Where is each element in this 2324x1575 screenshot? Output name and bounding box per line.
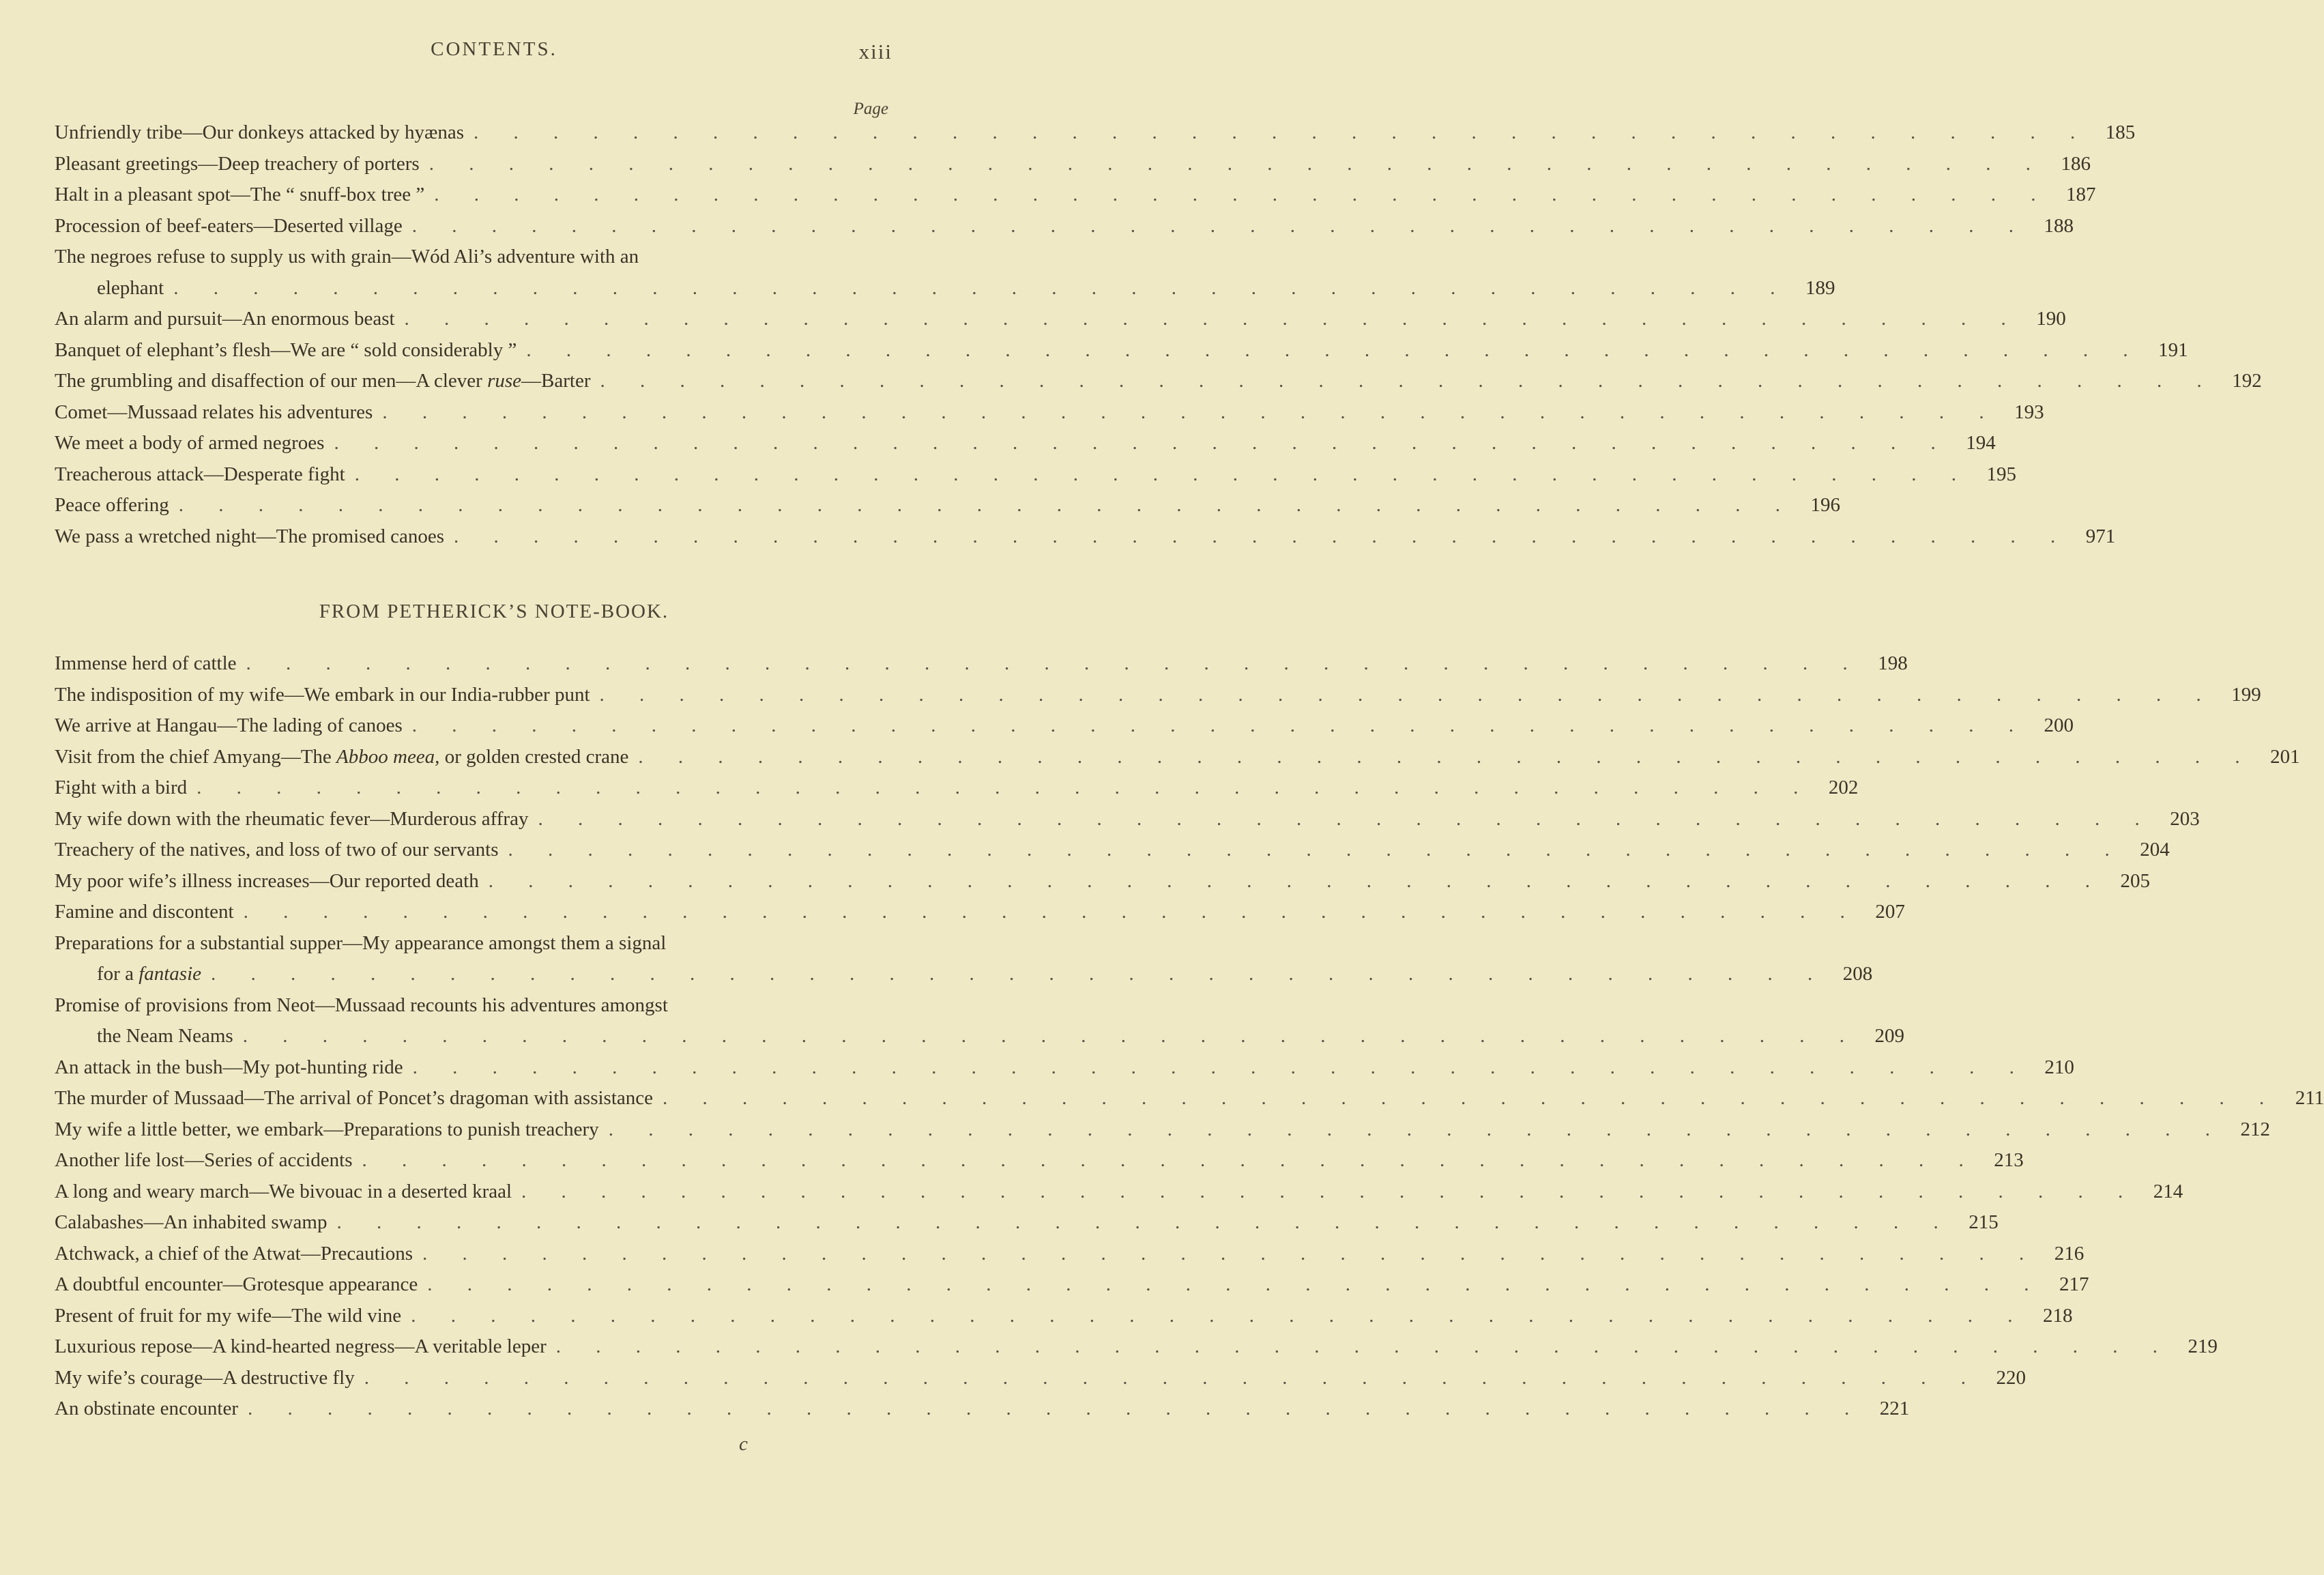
toc-page-number: 220 [1996, 1366, 2026, 1389]
dot-leader: . . . . . . . . . . . . . . . . . . . . . . . . . . . . . . . . . . . . . . . . . [521, 1180, 2138, 1202]
toc-entry-continuation [55, 959, 1873, 990]
toc-entry [55, 179, 2096, 211]
toc-entry-text: Promise of provisions from Neot—Mussaad recounts his adventures amongst [55, 994, 668, 1016]
toc-page-number: 203 [2170, 807, 2200, 830]
dot-leader: . . . . . . . . . . . . . . . . . . . . . . . . . . . . . . . . . . . . . . . . . [364, 1366, 1981, 1389]
toc-entry [55, 149, 2091, 180]
dot-leader: . . . . . . . . . . . . . . . . . . . . . . . . . . . . . . . . . . . . . . . . . [173, 276, 1790, 299]
dot-leader: . . . . . . . . . . . . . . . . . . . . . . . . . . . . . . . . . . . . . . . . . [599, 683, 2216, 706]
toc-entry [55, 804, 2200, 835]
toc-entry-line [55, 1239, 2085, 1270]
toc-page-number: 192 [2232, 370, 2262, 392]
toc-entry [55, 397, 2044, 429]
dot-leader: . . . . . . . . . . . . . . . . . . . . . . . . . . . . . . . . . . . . . . . . . [411, 214, 2029, 237]
toc-entry-text: Peace offering [55, 494, 169, 516]
toc-entry [55, 1301, 2073, 1332]
toc-entry [55, 928, 1873, 990]
toc-entry [55, 459, 2016, 491]
toc-entry [55, 428, 1996, 459]
section-title: FROM PETHERICK’S NOTE-BOOK. [319, 601, 669, 622]
toc-page-number: 186 [2061, 152, 2091, 175]
dot-leader: . . . . . . . . . . . . . . . . . . . . . . . . . . . . . . . . . . . . . . . . . [555, 1335, 2173, 1357]
toc-entry-line [55, 835, 2170, 866]
toc-entry-line [55, 928, 890, 959]
contents-list-after [55, 648, 2324, 1425]
toc-entry-text: Atchwack, a chief of the Atwat—Precautions [55, 1242, 413, 1265]
toc-page-number: 196 [1810, 494, 1840, 516]
toc-entry-line [55, 428, 1996, 459]
dot-leader: . . . . . . . . . . . . . . . . . . . . . . . . . . . . . . . . . . . . . . . . . [243, 901, 1860, 923]
toc-entry-text: A doubtful encounter—Grotesque appearance [55, 1273, 418, 1295]
toc-entry-text: We pass a wretched night—The promised canoes [55, 525, 445, 547]
dot-leader: . . . . . . . . . . . . . . . . . . . . . . . . . . . . . . . . . . . . . . . . . [362, 1149, 1979, 1171]
toc-entry-line [55, 680, 2261, 711]
toc-entry-text: Treachery of the natives, and loss of two of our servants [55, 839, 499, 861]
toc-entry-text: Another life lost—Series of accidents [55, 1149, 353, 1171]
toc-entry-line [55, 1363, 2026, 1394]
toc-entry-text: The murder of Mussaad—The arrival of Poncet’s dragoman with assistance [55, 1087, 653, 1109]
toc-entry-text: Procession of beef-eaters—Deserted village [55, 214, 403, 237]
toc-page-number: 217 [2059, 1273, 2089, 1295]
toc-page-number: 193 [2014, 401, 2044, 423]
toc-page-number: 195 [1986, 463, 2016, 485]
toc-entry-line [55, 1145, 2024, 1176]
toc-entry-text: My wife a little better, we embark—Preparations to punish treachery [55, 1118, 599, 1140]
dot-leader: . . . . . . . . . . . . . . . . . . . . . . . . . . . . . . . . . . . . . . . . . [242, 1025, 1859, 1047]
dot-leader: . . . . . . . . . . . . . . . . . . . . . . . . . . . . . . . . . . . . . . . . . [608, 1118, 2225, 1140]
dot-leader: . . . . . . . . . . . . . . . . . . . . . . . . . . . . . . . . . . . . . . . . . [336, 1211, 1953, 1233]
toc-entry-text: My wife’s courage—A destructive fly [55, 1366, 355, 1389]
toc-entry [55, 1176, 2183, 1208]
toc-page-number: 212 [2240, 1118, 2270, 1140]
toc-entry-text: The negroes refuse to supply us with grain—Wód Ali’s adventure with an [55, 246, 639, 268]
toc-entry-text: Luxurious repose—A kind-hearted negress—A veritable leper [55, 1335, 547, 1357]
toc-page-number: 198 [1878, 652, 1908, 674]
dot-leader: . . . . . . . . . . . . . . . . . . . . . . . . . . . . . . . . . . . . . . . . . [334, 432, 1951, 454]
toc-page-number: 199 [2231, 683, 2261, 706]
toc-entry-text: Visit from the chief Amyang—The Abboo meea, or golden crested crane [55, 745, 629, 768]
toc-entry-text: for a fantasie [97, 963, 202, 985]
toc-entry [55, 897, 1905, 928]
toc-page-number: 194 [1966, 432, 1996, 454]
toc-entry [55, 1114, 2270, 1146]
toc-page-number: 210 [2044, 1056, 2074, 1078]
toc-page-number: 205 [2120, 869, 2150, 892]
toc-page-number: 204 [2140, 839, 2170, 861]
toc-entry-line [55, 1176, 2183, 1208]
toc-page-number: 209 [1874, 1025, 1904, 1047]
toc-entry [55, 1363, 2026, 1394]
toc-entry-line [55, 1269, 2089, 1301]
toc-entry [55, 366, 2262, 397]
toc-entry [55, 835, 2170, 866]
dot-leader: . . . . . . . . . . . . . . . . . . . . . . . . . . . . . . . . . . . . . . . . . [538, 807, 2155, 830]
toc-entry-text: The grumbling and disaffection of our men—A clever ruse—Barter [55, 370, 591, 392]
running-head [0, 38, 988, 72]
toc-entry-text: My poor wife’s illness increases—Our reported death [55, 869, 479, 892]
toc-page-number: 208 [1842, 963, 1873, 985]
toc-entry-line [55, 149, 2091, 180]
italic-term: ruse [487, 370, 522, 392]
dot-leader: . . . . . . . . . . . . . . . . . . . . . . . . . . . . . . . . . . . . . . . . . [411, 1304, 2028, 1327]
running-head-title: CONTENTS. [431, 38, 557, 60]
toc-entry-line [55, 990, 890, 1022]
toc-entry-line [55, 866, 2150, 897]
toc-entry-line [55, 1207, 1999, 1239]
toc-entry-line [55, 1114, 2270, 1146]
toc-entry-text: Immense herd of cattle [55, 652, 237, 674]
toc-page-number: 214 [2153, 1180, 2183, 1202]
dot-leader: . . . . . . . . . . . . . . . . . . . . . . . . . . . . . . . . . . . . . . . . . [638, 745, 2255, 768]
toc-page-number: 221 [1879, 1398, 1910, 1419]
toc-page-number: 187 [2066, 184, 2096, 205]
toc-page-number: 218 [2042, 1304, 2073, 1327]
toc-entry-line [55, 179, 2096, 211]
toc-entry-line [55, 242, 890, 273]
page-column-label: Page [853, 100, 888, 118]
toc-entry-line [55, 490, 1840, 521]
dot-leader: . . . . . . . . . . . . . . . . . . . . . . . . . . . . . . . . . . . . . . . . . [422, 1242, 2039, 1265]
toc-entry [55, 680, 2261, 711]
toc-page-number: 216 [2054, 1242, 2085, 1265]
toc-entry-line [55, 804, 2200, 835]
dot-leader: . . . . . . . . . . . . . . . . . . . . . . . . . . . . . . . . . . . . . . . . . [412, 1056, 2029, 1078]
italic-term: fantasie [139, 963, 202, 985]
dot-leader: . . . . . . . . . . . . . . . . . . . . . . . . . . . . . . . . . . . . . . . . . [663, 1087, 2280, 1109]
toc-entry [55, 648, 1908, 680]
toc-entry-text: The indisposition of my wife—We embark in our India-rubber punt [55, 683, 590, 706]
toc-page-number: 188 [2044, 214, 2074, 237]
dot-leader: . . . . . . . . . . . . . . . . . . . . . . . . . . . . . . . . . . . . . . . . . [197, 777, 1814, 798]
toc-entry-text: Pleasant greetings—Deep treachery of porters [55, 152, 420, 175]
dot-leader: . . . . . . . . . . . . . . . . . . . . . . . . . . . . . . . . . . . . . . . . . [427, 1273, 2044, 1295]
toc-entry-line [55, 772, 1859, 804]
toc-entry [55, 211, 2074, 242]
toc-entry-line [55, 1083, 2324, 1114]
toc-entry-line [55, 335, 2188, 366]
toc-entry-line [55, 397, 2044, 429]
toc-entry [55, 242, 1835, 304]
toc-entry-text: We arrive at Hangau—The lading of canoes [55, 714, 403, 736]
toc-entry-line [55, 366, 2262, 397]
dot-leader: . . . . . . . . . . . . . . . . . . . . . . . . . . . . . . . . . . . . . . . . . [508, 839, 2125, 861]
toc-entry [55, 1207, 1999, 1239]
toc-entry-line [55, 648, 1908, 680]
toc-entry [55, 1393, 1910, 1425]
dot-leader: . . . . . . . . . . . . . . . . . . . . . . . . . . . . . . . . . . . . . . . . . [354, 463, 1971, 485]
toc-entry-line [55, 742, 2300, 773]
toc-entry-continuation [55, 1021, 1904, 1052]
toc-entry [55, 1083, 2324, 1114]
toc-page-number: 213 [1994, 1149, 2024, 1171]
toc-entry-text: An alarm and pursuit—An enormous beast [55, 308, 395, 330]
toc-entry-text: An obstinate encounter [55, 1398, 238, 1419]
toc-entry-text: My wife down with the rheumatic fever—Murderous affray [55, 807, 529, 830]
toc-entry [55, 304, 2066, 335]
toc-entry-text: Calabashes—An inhabited swamp [55, 1211, 328, 1233]
dot-leader: . . . . . . . . . . . . . . . . . . . . . . . . . . . . . . . . . . . . . . . . . [429, 152, 2046, 175]
toc-entry [55, 1269, 2089, 1301]
toc-entry [55, 1239, 2085, 1270]
toc-entry-text: Unfriendly tribe—Our donkeys attacked by hyænas [55, 121, 464, 143]
toc-entry-continuation [55, 273, 1835, 304]
toc-entry [55, 742, 2300, 773]
toc-page-number: 191 [2158, 338, 2188, 361]
italic-term: Abboo meea, [336, 745, 440, 768]
toc-entry [55, 1052, 2074, 1084]
dot-leader: . . . . . . . . . . . . . . . . . . . . . . . . . . . . . . . . . . . . . . . . . [178, 494, 1795, 516]
toc-entry-line [55, 459, 2016, 491]
dot-leader: . . . . . . . . . . . . . . . . . . . . . . . . . . . . . . . . . . . . . . . . . [411, 714, 2029, 736]
dot-leader: . . . . . . . . . . . . . . . . . . . . . . . . . . . . . . . . . . . . . . . . . [434, 184, 2051, 205]
toc-entry-line [55, 304, 2066, 335]
toc-entry-line [55, 521, 2116, 553]
toc-entry-line [55, 211, 2074, 242]
toc-entry [55, 335, 2188, 366]
dot-leader: . . . . . . . . . . . . . . . . . . . . . . . . . . . . . . . . . . . . . . . . . [211, 963, 1828, 985]
toc-entry-line [55, 710, 2074, 742]
toc-entry-line [55, 117, 2136, 149]
dot-leader: . . . . . . . . . . . . . . . . . . . . . . . . . . . . . . . . . . . . . . . . . [600, 370, 2217, 392]
toc-entry [55, 117, 2136, 149]
toc-entry-text: Banquet of elephant’s flesh—We are “ sold considerably ” [55, 338, 517, 361]
toc-entry [55, 710, 2074, 742]
toc-page-number: 200 [2044, 714, 2074, 736]
toc-entry [55, 490, 1840, 521]
page-number: xiii [858, 40, 892, 63]
toc-entry-text: elephant [97, 276, 164, 299]
toc-entry [55, 1145, 2024, 1176]
toc-entry-text: We meet a body of armed negroes [55, 432, 325, 454]
toc-entry-text: Halt in a pleasant spot—The “ snuff-box tree ” [55, 184, 425, 205]
dot-leader: . . . . . . . . . . . . . . . . . . . . . . . . . . . . . . . . . . . . . . . . . [488, 869, 2105, 892]
signature-mark: c [739, 1433, 748, 1455]
dot-leader: . . . . . . . . . . . . . . . . . . . . . . . . . . . . . . . . . . . . . . . . . [454, 525, 2071, 547]
toc-page-number: 189 [1805, 276, 1835, 299]
toc-entry [55, 1331, 2218, 1363]
toc-entry [55, 990, 1904, 1052]
toc-page-number: 185 [2105, 121, 2136, 143]
toc-page-number: 971 [2085, 525, 2116, 547]
toc-entry-text: Preparations for a substantial supper—My appearance amongst them a signal [55, 931, 667, 954]
toc-page-number: 202 [1828, 777, 1859, 798]
toc-entry-line [55, 1331, 2218, 1363]
toc-entry [55, 772, 1859, 804]
dot-leader: . . . . . . . . . . . . . . . . . . . . . . . . . . . . . . . . . . . . . . . . . [247, 1398, 1865, 1419]
contents-list-before [55, 117, 2262, 552]
toc-page-number: 215 [1969, 1211, 1999, 1233]
toc-page-number: 201 [2270, 745, 2300, 768]
toc-page-number: 207 [1875, 901, 1905, 923]
toc-entry-text: Treacherous attack—Desperate fight [55, 463, 345, 485]
toc-entry-text: the Neam Neams [97, 1025, 233, 1047]
toc-entry-text: Fight with a bird [55, 777, 188, 798]
dot-leader: . . . . . . . . . . . . . . . . . . . . . . . . . . . . . . . . . . . . . . . . . [404, 308, 2021, 330]
toc-entry [55, 521, 2116, 553]
toc-entry-line [55, 897, 1905, 928]
toc-entry [55, 866, 2150, 897]
dot-leader: . . . . . . . . . . . . . . . . . . . . . . . . . . . . . . . . . . . . . . . . . [382, 401, 1999, 423]
toc-entry-text: Present of fruit for my wife—The wild vine [55, 1304, 402, 1327]
toc-page-number: 190 [2036, 308, 2066, 330]
toc-entry-line [55, 1393, 1910, 1425]
toc-entry-text: An attack in the bush—My pot-hunting ride [55, 1056, 403, 1078]
toc-entry-line [55, 1052, 2074, 1084]
toc-page-number: 219 [2188, 1335, 2218, 1357]
toc-page-number: 211 [2295, 1087, 2324, 1109]
toc-entry-text: Famine and discontent [55, 901, 234, 923]
toc-entry-text: Comet—Mussaad relates his adventures [55, 401, 373, 423]
toc-entry-text: A long and weary march—We bivouac in a deserted kraal [55, 1180, 512, 1202]
toc-entry-line [55, 1301, 2073, 1332]
dot-leader: . . . . . . . . . . . . . . . . . . . . . . . . . . . . . . . . . . . . . . . . . [246, 652, 1863, 674]
dot-leader: . . . . . . . . . . . . . . . . . . . . . . . . . . . . . . . . . . . . . . . . . [474, 121, 2091, 143]
dot-leader: . . . . . . . . . . . . . . . . . . . . . . . . . . . . . . . . . . . . . . . . . [526, 338, 2143, 361]
